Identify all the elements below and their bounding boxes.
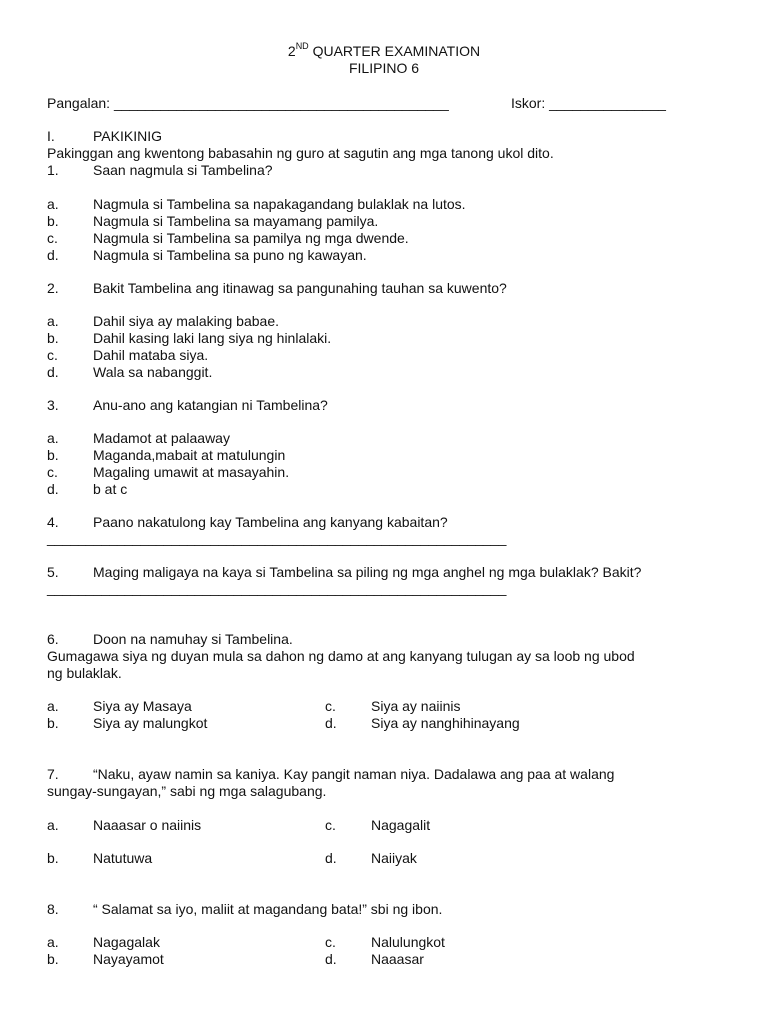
question-text: Bakit Tambelina ang itinawag sa pangunahing tauhan sa kuwento?	[93, 280, 507, 296]
choice-text: Naaasar	[371, 951, 424, 967]
section-number: I.	[47, 128, 55, 144]
choice-letter: c.	[325, 698, 336, 714]
question-text: Paano nakatulong kay Tambelina ang kanyang kabaitan?	[93, 514, 448, 530]
choice-text: Nayayamot	[93, 951, 164, 967]
choice-letter: a.	[47, 698, 59, 714]
choice-letter: a.	[47, 313, 59, 329]
choice-text: Maganda,mabait at matulungin	[93, 447, 286, 463]
choice-text: Nagmula si Tambelina sa napakagandang bulaklak na lutos.	[93, 196, 466, 212]
choice-letter: b.	[47, 330, 59, 346]
choice-letter: d.	[47, 364, 59, 380]
choice-letter: c.	[47, 464, 58, 480]
question-text: “ Salamat sa iyo, maliit at magandang bata!” sbi ng ibon.	[93, 901, 443, 917]
choice-text: Madamot at palaaway	[93, 430, 230, 446]
question-number: 6.	[47, 631, 59, 647]
choice-text: Siya ay naiinis	[371, 698, 461, 714]
question-text-cont: sungay-sungayan,” sabi ng mga salagubang.	[47, 783, 327, 799]
question-passage: ng bulaklak.	[47, 665, 122, 681]
choice-letter: d.	[325, 715, 337, 731]
choice-letter: c.	[325, 817, 336, 833]
question-passage: Gumagawa siya ng duyan mula sa dahon ng damo at ang kanyang tulugan ay sa loob ng ubod	[47, 648, 635, 664]
choice-letter: d.	[325, 850, 337, 866]
choice-text: Dahil mataba siya.	[93, 347, 209, 363]
choice-text: Magaling umawit at masayahin.	[93, 464, 290, 480]
name-field-label: Pangalan: ___________________________________________	[47, 95, 449, 111]
score-field-label: Iskor: _______________	[511, 95, 666, 111]
question-text: Saan nagmula si Tambelina?	[93, 162, 273, 178]
choice-letter: a.	[47, 430, 59, 446]
choice-text: Siya ay Masaya	[93, 698, 192, 714]
choice-text: Nagmula si Tambelina sa puno ng kawayan.	[93, 247, 367, 263]
choice-text: Nalulungkot	[371, 934, 445, 950]
choice-text: Nagagalit	[371, 817, 431, 833]
choice-text: b at c	[93, 481, 128, 497]
choice-text: Nagmula si Tambelina sa pamilya ng mga dwende.	[93, 230, 409, 246]
choice-letter: a.	[47, 934, 59, 950]
choice-letter: a.	[47, 817, 59, 833]
choice-letter: d.	[325, 951, 337, 967]
choice-text: Dahil siya ay malaking babae.	[93, 313, 279, 329]
question-number: 2.	[47, 280, 59, 296]
question-text: Maging maligaya na kaya si Tambelina sa piling ng mga anghel ng mga bulaklak? Bakit?	[93, 564, 642, 580]
choice-text: Wala sa nabanggit.	[93, 364, 213, 380]
choice-text: Dahil kasing laki lang siya ng hinlalaki.	[93, 330, 332, 346]
question-text: “Naku, ayaw namin sa kaniya. Kay pangit naman niya. Dadalawa ang paa at walang	[93, 766, 615, 782]
choice-text: Nagagalak	[93, 934, 160, 950]
choice-letter: c.	[325, 934, 336, 950]
choice-letter: b.	[47, 715, 59, 731]
choice-text: Naaasar o naiinis	[93, 817, 202, 833]
choice-letter: d.	[47, 481, 59, 497]
section-title: PAKIKINIG	[93, 128, 162, 144]
choice-letter: b.	[47, 850, 59, 866]
choice-text: Siya ay nanghihinayang	[371, 715, 520, 731]
question-number: 1.	[47, 162, 59, 178]
choice-text: Natutuwa	[93, 850, 153, 866]
answer-line: ___________________________________________________________	[47, 530, 507, 546]
question-text: Doon na namuhay si Tambelina.	[93, 631, 293, 647]
exam-title: 2ND QUARTER EXAMINATION	[287, 41, 481, 59]
choice-text: Naiiyak	[371, 850, 417, 866]
choice-letter: b.	[47, 951, 59, 967]
question-number: 8.	[47, 901, 59, 917]
choice-letter: b.	[47, 213, 59, 229]
choice-text: Nagmula si Tambelina sa mayamang pamilya.	[93, 213, 379, 229]
question-number: 5.	[47, 564, 59, 580]
answer-line: ___________________________________________________________	[47, 580, 507, 596]
question-number: 3.	[47, 397, 59, 413]
choice-letter: c.	[47, 347, 58, 363]
choice-letter: b.	[47, 447, 59, 463]
section-instructions: Pakinggan ang kwentong babasahin ng guro at sagutin ang mga tanong ukol dito.	[47, 145, 554, 161]
exam-subject: FILIPINO 6	[348, 60, 420, 76]
choice-letter: d.	[47, 247, 59, 263]
question-number: 7.	[47, 766, 59, 782]
question-text: Anu-ano ang katangian ni Tambelina?	[93, 397, 328, 413]
choice-letter: c.	[47, 230, 58, 246]
question-number: 4.	[47, 514, 59, 530]
choice-letter: a.	[47, 196, 59, 212]
choice-text: Siya ay malungkot	[93, 715, 208, 731]
